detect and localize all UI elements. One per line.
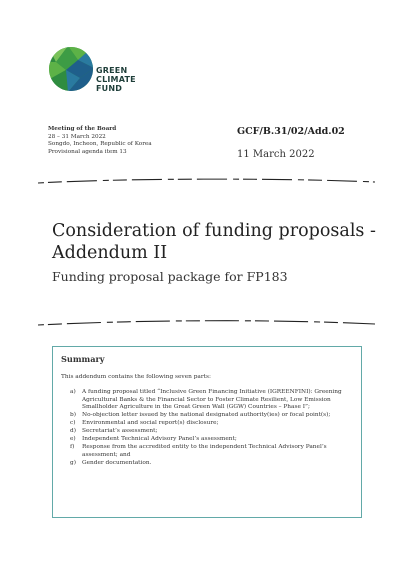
summary-item-f <box>70 444 355 459</box>
item-key: f) <box>70 444 75 451</box>
summary-items <box>70 389 355 468</box>
summary-intro: This addendum contains the following seven parts: <box>61 374 211 380</box>
meeting-info <box>48 126 152 156</box>
item-text: Environmental and social report(s) disclosure; <box>82 420 219 427</box>
summary-item-a <box>70 389 355 412</box>
logo-line-green: GREEN <box>96 66 128 75</box>
page-subtitle: Funding proposal package for FP183 <box>52 269 288 284</box>
item-text: Independent Technical Advisory Panel’s assessment; <box>82 436 237 443</box>
meeting-dates: 28 – 31 March 2022 <box>48 133 106 140</box>
summary-item-d <box>70 428 355 436</box>
logo-line-fund: FUND <box>96 84 123 93</box>
logo-wordmark <box>96 66 136 93</box>
item-key: a) <box>70 389 76 395</box>
item-text: Gender documentation. <box>82 460 152 467</box>
item-text: A funding proposal titled “Inclusive Green Financing Initiative (IGREENFINI): Greening Agricultural Banks & the Financial Sector to Foster Climate Resilient, Low Emission Smallholder Agriculture in the Great Green Wall (GGW) Countries – Phase I”; <box>82 389 342 410</box>
summary-box <box>52 346 362 518</box>
gcf-logo <box>48 46 140 112</box>
item-key: b) <box>70 412 76 419</box>
decorative-wave-rule-bottom <box>38 317 375 327</box>
logo-line-climate: CLIMATE <box>96 75 136 84</box>
summary-item-b <box>70 412 355 420</box>
page-title <box>52 220 382 264</box>
meeting-heading: Meeting of the Board <box>48 126 117 132</box>
summary-item-e <box>70 436 355 444</box>
item-key: g) <box>70 460 76 467</box>
meeting-location: Songdo, Incheon, Republic of Korea <box>48 141 152 148</box>
meeting-agenda: Provisional agenda item 13 <box>48 148 127 155</box>
item-key: c) <box>70 420 76 427</box>
document-number: GCF/B.31/02/Add.02 <box>237 126 345 137</box>
document-date: 11 March 2022 <box>237 149 315 160</box>
item-text: Response from the accredited entity to the independent Technical Advisory Panel’s assessment; and <box>82 444 327 458</box>
decorative-wave-rule-top <box>38 176 375 186</box>
summary-item-c <box>70 420 355 428</box>
item-key: e) <box>70 436 76 443</box>
summary-heading: Summary <box>61 354 105 364</box>
title-line-1: Consideration of funding proposals - <box>52 221 376 241</box>
title-line-2: Addendum II <box>52 243 168 263</box>
summary-item-g <box>70 460 355 468</box>
globe-icon <box>48 46 94 92</box>
item-text: No-objection letter issued by the national designated authority(ies) or focal point(s); <box>82 412 331 419</box>
item-key: d) <box>70 428 76 435</box>
item-text: Secretariat’s assessment; <box>82 428 158 435</box>
